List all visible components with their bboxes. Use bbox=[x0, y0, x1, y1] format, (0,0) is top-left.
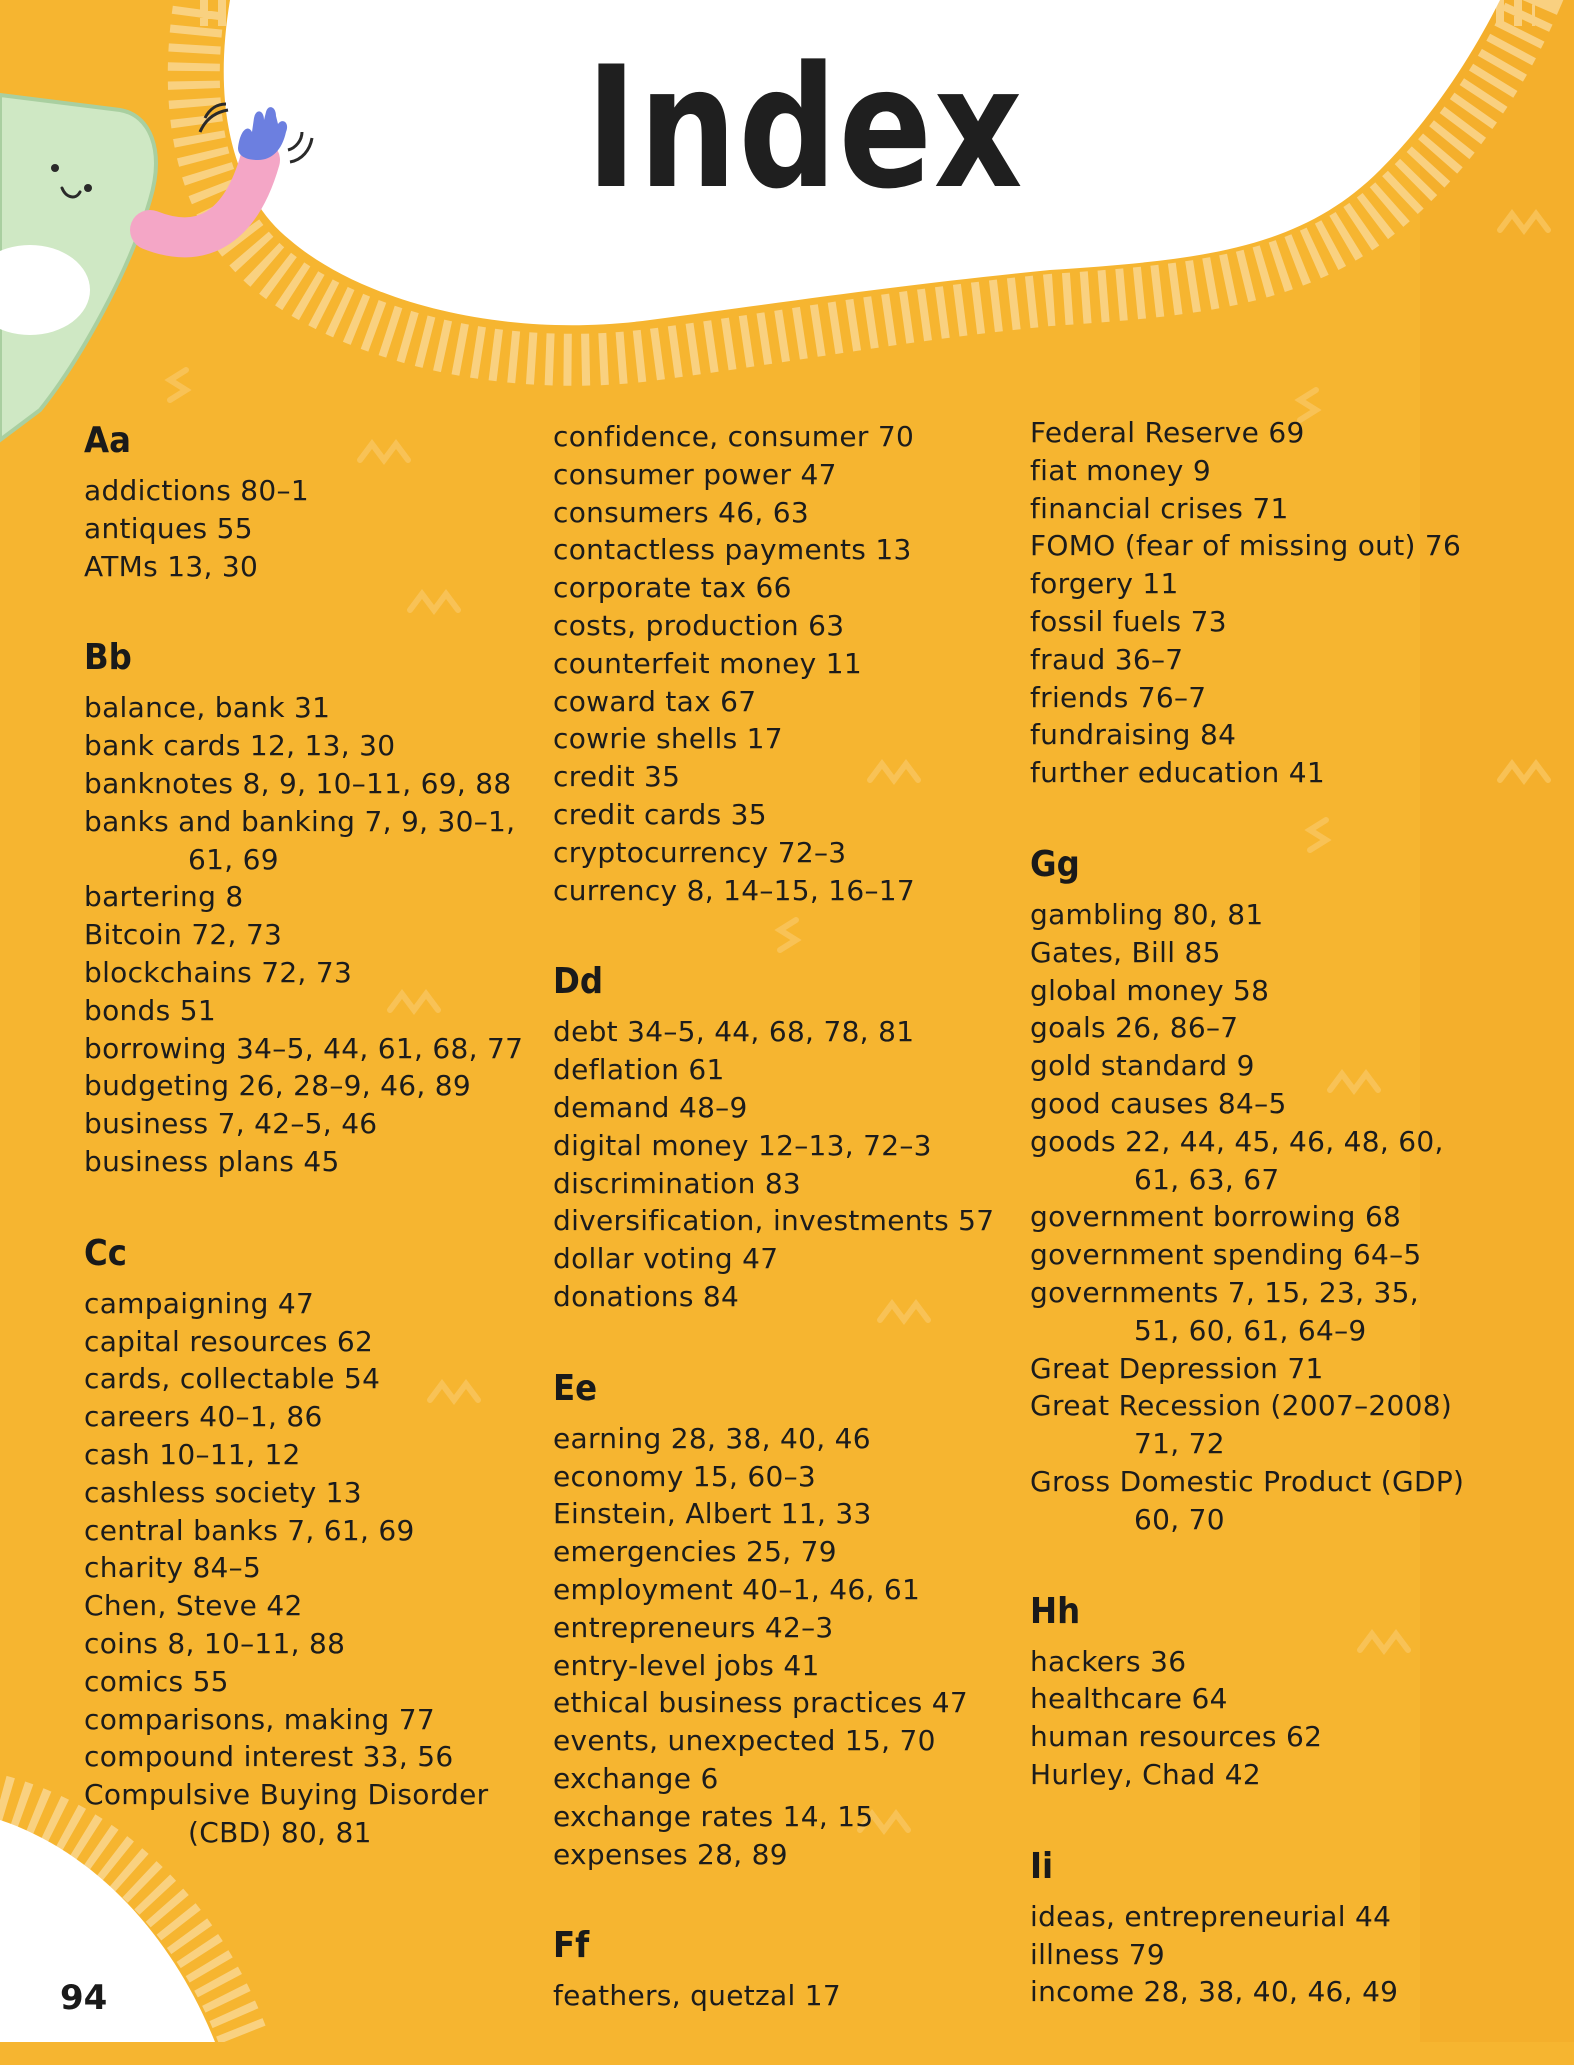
index-section bbox=[553, 1923, 1013, 2015]
index-entry bbox=[1030, 452, 1530, 490]
index-entry-text: events, unexpected 15, 70 bbox=[553, 1724, 936, 1758]
index-entry-text: Great Depression 71 bbox=[1030, 1351, 1324, 1385]
index-entry-text: demand 48–9 bbox=[553, 1090, 748, 1124]
index-entry bbox=[1030, 603, 1530, 641]
index-entry-text: earning 28, 38, 40, 46 bbox=[553, 1421, 871, 1455]
index-section bbox=[553, 959, 1013, 1315]
index-section bbox=[84, 1231, 524, 1852]
index-entry bbox=[553, 1495, 1013, 1533]
index-entry-text: bartering 8 bbox=[84, 880, 244, 914]
index-entry-text: budgeting 26, 28–9, 46, 89 bbox=[84, 1069, 472, 1103]
index-entry-text: currency 8, 14–15, 16–17 bbox=[553, 873, 916, 907]
index-entry bbox=[84, 1105, 524, 1143]
index-entry bbox=[1030, 641, 1530, 679]
index-entry bbox=[553, 758, 1013, 796]
index-entry bbox=[84, 765, 524, 803]
index-entry bbox=[553, 607, 1013, 645]
index-entry bbox=[1030, 972, 1530, 1010]
index-entry-text: central banks 7, 61, 69 bbox=[84, 1513, 415, 1547]
index-entry-text: goods 22, 44, 45, 46, 48, 60, bbox=[1030, 1124, 1444, 1158]
index-entry-text: corporate tax 66 bbox=[553, 571, 792, 605]
index-entry bbox=[553, 1684, 1013, 1722]
section-letter-heading: Ff bbox=[553, 1925, 590, 1967]
index-section bbox=[1030, 414, 1530, 792]
index-entry bbox=[1030, 1047, 1530, 1085]
index-entry bbox=[553, 1647, 1013, 1685]
index-entry-text: coward tax 67 bbox=[553, 684, 757, 718]
index-section bbox=[1030, 1589, 1530, 1794]
index-entry-text: Federal Reserve 69 bbox=[1030, 416, 1305, 449]
index-entry-text: deflation 61 bbox=[553, 1053, 725, 1087]
index-entry bbox=[553, 1127, 1013, 1165]
index-entry bbox=[1030, 1463, 1530, 1539]
index-entry-text: governments 7, 15, 23, 35, bbox=[1030, 1275, 1419, 1309]
index-entry-text: good causes 84–5 bbox=[1030, 1086, 1287, 1120]
index-entry bbox=[84, 510, 524, 548]
index-entry-text: fossil fuels 73 bbox=[1030, 604, 1227, 638]
index-entry-text: dollar voting 47 bbox=[553, 1242, 779, 1276]
index-entry-continuation: 60, 70 bbox=[1134, 1502, 1225, 1536]
section-letter-heading: Ee bbox=[553, 1367, 598, 1409]
index-entry bbox=[1030, 1936, 1530, 1974]
index-entry-continuation: 51, 60, 61, 64–9 bbox=[1134, 1313, 1367, 1347]
index-entry-text: income 28, 38, 40, 46, 49 bbox=[1030, 1975, 1399, 2009]
index-entry-continuation: (CBD) 80, 81 bbox=[188, 1815, 372, 1849]
index-entry bbox=[553, 1051, 1013, 1089]
index-entry-text: Gates, Bill 85 bbox=[1030, 935, 1221, 969]
index-entry bbox=[84, 1398, 524, 1436]
index-entry bbox=[84, 689, 524, 727]
index-entry-text: ATMs 13, 30 bbox=[84, 549, 259, 583]
index-entry-text: borrowing 34–5, 44, 61, 68, 77 bbox=[84, 1031, 524, 1065]
index-entry-continuation: 61, 63, 67 bbox=[1134, 1162, 1280, 1196]
index-entry-text: capital resources 62 bbox=[84, 1324, 374, 1358]
index-entry bbox=[553, 1836, 1013, 1874]
index-entry-text: banks and banking 7, 9, 30–1, bbox=[84, 804, 516, 838]
index-entry bbox=[1030, 1009, 1530, 1047]
section-letter-heading: Gg bbox=[1030, 843, 1080, 885]
index-entry-text: balance, bank 31 bbox=[84, 691, 331, 725]
index-entry bbox=[1030, 527, 1530, 565]
index-entry-text: government spending 64–5 bbox=[1030, 1238, 1422, 1272]
index-entry bbox=[553, 1202, 1013, 1240]
index-section bbox=[553, 418, 1013, 909]
index-entry-text: comics 55 bbox=[84, 1664, 229, 1698]
index-entry-text: consumers 46, 63 bbox=[553, 495, 809, 529]
index-entry-text: consumer power 47 bbox=[553, 457, 837, 491]
index-entry-text: Great Recession (2007–2008) bbox=[1030, 1389, 1453, 1423]
index-entry bbox=[84, 1625, 524, 1663]
index-entry-text: human resources 62 bbox=[1030, 1720, 1323, 1754]
index-entry-text: Hurley, Chad 42 bbox=[1030, 1757, 1261, 1791]
index-entry-text: counterfeit money 11 bbox=[553, 646, 862, 680]
index-entry-text: government borrowing 68 bbox=[1030, 1200, 1402, 1234]
index-entry bbox=[553, 1240, 1013, 1278]
index-entry-text: gold standard 9 bbox=[1030, 1049, 1255, 1083]
index-entry bbox=[84, 472, 524, 510]
index-entry-text: Gross Domestic Product (GDP) bbox=[1030, 1464, 1465, 1498]
index-entry bbox=[1030, 679, 1530, 717]
index-entry-text: friends 76–7 bbox=[1030, 680, 1207, 714]
index-entry bbox=[553, 1798, 1013, 1836]
index-entry-text: cashless society 13 bbox=[84, 1475, 362, 1509]
index-entry bbox=[1030, 934, 1530, 972]
index-entry bbox=[553, 1278, 1013, 1316]
index-entry-text: cowrie shells 17 bbox=[553, 722, 783, 756]
index-entry bbox=[553, 1533, 1013, 1571]
index-entry bbox=[553, 796, 1013, 834]
index-entry-text: diversification, investments 57 bbox=[553, 1204, 995, 1238]
index-entry-text: employment 40–1, 46, 61 bbox=[553, 1572, 921, 1606]
index-entry-text: blockchains 72, 73 bbox=[84, 955, 353, 989]
index-entry bbox=[553, 569, 1013, 607]
index-entry-text: careers 40–1, 86 bbox=[84, 1400, 323, 1434]
index-entry-text: contactless payments 13 bbox=[553, 533, 912, 567]
index-entry bbox=[553, 1458, 1013, 1496]
index-entry-continuation: 71, 72 bbox=[1134, 1427, 1225, 1461]
index-entry bbox=[84, 1285, 524, 1323]
index-entry bbox=[553, 1420, 1013, 1458]
index-entry bbox=[1030, 1236, 1530, 1274]
index-entry bbox=[1030, 1387, 1530, 1463]
index-entry-text: further education 41 bbox=[1030, 756, 1325, 790]
index-entry bbox=[84, 1030, 524, 1068]
index-entry bbox=[84, 1776, 524, 1852]
index-entry bbox=[84, 1436, 524, 1474]
index-entry-text: global money 58 bbox=[1030, 973, 1270, 1007]
index-entry bbox=[553, 1165, 1013, 1203]
index-entry bbox=[1030, 1973, 1530, 2011]
index-entry bbox=[553, 1722, 1013, 1760]
index-entry-text: cryptocurrency 72–3 bbox=[553, 835, 847, 869]
section-letter-heading: Bb bbox=[84, 637, 132, 679]
index-entry-text: hackers 36 bbox=[1030, 1644, 1187, 1678]
index-entry bbox=[1030, 754, 1530, 792]
index-entry bbox=[1030, 1680, 1530, 1718]
index-entry bbox=[84, 1663, 524, 1701]
index-entry bbox=[84, 916, 524, 954]
index-entry-text: antiques 55 bbox=[84, 511, 253, 545]
index-entry-text: digital money 12–13, 72–3 bbox=[553, 1128, 932, 1162]
index-entry-text: gambling 80, 81 bbox=[1030, 897, 1264, 931]
index-entry-text: cards, collectable 54 bbox=[84, 1362, 381, 1396]
index-entry-text: cash 10–11, 12 bbox=[84, 1437, 301, 1471]
index-entry-text: financial crises 71 bbox=[1030, 491, 1289, 525]
index-entry bbox=[1030, 1756, 1530, 1794]
index-column-3 bbox=[1030, 414, 1530, 2061]
index-entry bbox=[84, 1360, 524, 1398]
index-entry bbox=[1030, 1718, 1530, 1756]
index-entry-text: exchange 6 bbox=[553, 1761, 719, 1795]
index-entry bbox=[84, 878, 524, 916]
index-entry bbox=[84, 992, 524, 1030]
section-letter-heading: Cc bbox=[84, 1232, 127, 1274]
index-entry-text: addictions 80–1 bbox=[84, 474, 309, 507]
section-letter-heading: Dd bbox=[553, 961, 604, 1003]
index-entry bbox=[1030, 414, 1530, 452]
index-entry bbox=[553, 456, 1013, 494]
index-entry bbox=[84, 1512, 524, 1550]
index-entry-text: donations 84 bbox=[553, 1279, 740, 1313]
index-entry-text: exchange rates 14, 15 bbox=[553, 1799, 874, 1833]
index-entry bbox=[553, 645, 1013, 683]
index-entry bbox=[553, 1571, 1013, 1609]
index-entry bbox=[1030, 1350, 1530, 1388]
index-entry-text: coins 8, 10–11, 88 bbox=[84, 1626, 346, 1660]
index-entry-text: bank cards 12, 13, 30 bbox=[84, 729, 396, 763]
index-entry bbox=[553, 720, 1013, 758]
index-section bbox=[553, 1366, 1013, 1874]
index-entry-text: Bitcoin 72, 73 bbox=[84, 918, 283, 952]
index-entry bbox=[1030, 490, 1530, 528]
index-entry-text: FOMO (fear of missing out) 76 bbox=[1030, 529, 1462, 563]
index-entry bbox=[553, 834, 1013, 872]
index-entry-text: comparisons, making 77 bbox=[84, 1702, 435, 1736]
index-entry bbox=[1030, 1898, 1530, 1936]
index-entry bbox=[84, 803, 524, 879]
index-entry-text: feathers, quetzal 17 bbox=[553, 1979, 841, 2013]
index-entry bbox=[553, 1609, 1013, 1647]
index-entry bbox=[1030, 1123, 1530, 1199]
index-entry bbox=[553, 531, 1013, 569]
index-entry bbox=[1030, 1643, 1530, 1681]
index-entry bbox=[84, 1143, 524, 1181]
index-entry bbox=[553, 1977, 1013, 2015]
index-entry-text: healthcare 64 bbox=[1030, 1682, 1228, 1716]
index-entry-text: business plans 45 bbox=[84, 1144, 340, 1178]
index-entry bbox=[553, 1760, 1013, 1798]
index-entry bbox=[1030, 716, 1530, 754]
index-entry bbox=[1030, 565, 1530, 603]
index-section bbox=[84, 635, 524, 1180]
index-entry-text: discrimination 83 bbox=[553, 1166, 802, 1200]
index-entry-text: illness 79 bbox=[1030, 1937, 1166, 1971]
index-entry bbox=[84, 1323, 524, 1361]
index-entry-text: fundraising 84 bbox=[1030, 718, 1237, 752]
index-entry-text: credit 35 bbox=[553, 760, 681, 794]
index-column-2 bbox=[553, 418, 1013, 2065]
index-entry bbox=[84, 1067, 524, 1105]
index-entry-text: business 7, 42–5, 46 bbox=[84, 1107, 378, 1141]
index-entry-text: ethical business practices 47 bbox=[553, 1686, 968, 1720]
index-entry-text: Einstein, Albert 11, 33 bbox=[553, 1497, 872, 1531]
page-title: Index bbox=[585, 30, 1025, 226]
index-entry-text: goals 26, 86–7 bbox=[1030, 1011, 1239, 1045]
index-entry bbox=[84, 548, 524, 586]
section-letter-heading: Hh bbox=[1030, 1590, 1081, 1632]
index-entry bbox=[553, 418, 1013, 456]
index-entry bbox=[84, 954, 524, 992]
index-entry bbox=[1030, 1085, 1530, 1123]
index-section bbox=[1030, 1844, 1530, 2011]
index-column-1 bbox=[84, 418, 524, 1902]
index-entry-text: banknotes 8, 9, 10–11, 69, 88 bbox=[84, 766, 512, 800]
index-entry bbox=[553, 1013, 1013, 1051]
index-entry-text: expenses 28, 89 bbox=[553, 1837, 788, 1871]
section-letter-heading: Aa bbox=[84, 420, 131, 461]
index-entry-text: debt 34–5, 44, 68, 78, 81 bbox=[553, 1015, 915, 1049]
index-entry bbox=[84, 1738, 524, 1776]
index-entry bbox=[553, 872, 1013, 910]
index-entry-text: confidence, consumer 70 bbox=[553, 420, 915, 453]
index-entry bbox=[84, 727, 524, 765]
index-entry-text: bonds 51 bbox=[84, 993, 216, 1027]
index-entry-text: Chen, Steve 42 bbox=[84, 1589, 303, 1623]
index-entry bbox=[84, 1474, 524, 1512]
index-entry-text: emergencies 25, 79 bbox=[553, 1535, 837, 1569]
index-entry-text: ideas, entrepreneurial 44 bbox=[1030, 1899, 1392, 1933]
index-entry-text: compound interest 33, 56 bbox=[84, 1740, 454, 1774]
index-entry-text: Compulsive Buying Disorder bbox=[84, 1778, 489, 1812]
index-entry-text: entrepreneurs 42–3 bbox=[553, 1610, 834, 1644]
index-entry-continuation: 61, 69 bbox=[188, 842, 279, 876]
index-entry bbox=[553, 494, 1013, 532]
index-entry bbox=[84, 1587, 524, 1625]
index-entry-text: fiat money 9 bbox=[1030, 453, 1211, 487]
index-entry bbox=[1030, 896, 1530, 934]
index-entry bbox=[1030, 1198, 1530, 1236]
index-entry bbox=[84, 1549, 524, 1587]
index-entry bbox=[553, 683, 1013, 721]
index-entry-text: charity 84–5 bbox=[84, 1551, 262, 1585]
index-section bbox=[1030, 842, 1530, 1539]
index-section bbox=[84, 418, 524, 585]
index-entry-text: fraud 36–7 bbox=[1030, 642, 1184, 676]
index-entry-text: entry-level jobs 41 bbox=[553, 1648, 820, 1682]
index-entry-text: costs, production 63 bbox=[553, 608, 845, 642]
index-entry-text: economy 15, 60–3 bbox=[553, 1459, 817, 1493]
section-letter-heading: Ii bbox=[1030, 1845, 1054, 1887]
index-entry-text: credit cards 35 bbox=[553, 797, 767, 831]
page-number: 94 bbox=[60, 1978, 108, 2018]
index-entry bbox=[553, 1089, 1013, 1127]
index-entry bbox=[1030, 1274, 1530, 1350]
index-entry-text: campaigning 47 bbox=[84, 1286, 315, 1320]
index-entry-text: forgery 11 bbox=[1030, 567, 1179, 601]
index-entry bbox=[84, 1701, 524, 1739]
